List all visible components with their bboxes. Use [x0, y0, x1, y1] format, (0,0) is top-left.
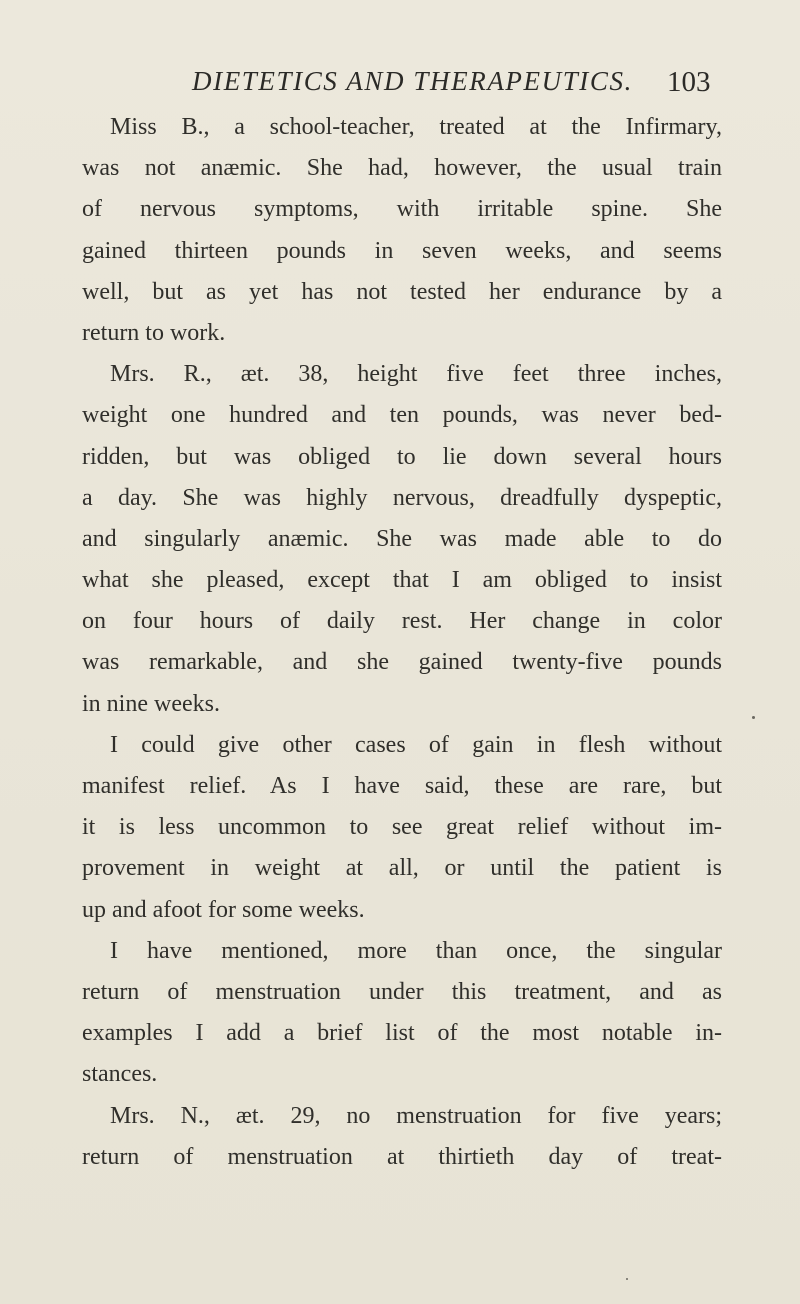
- text-line: was remarkable, and she gained twenty-five pounds: [82, 649, 722, 676]
- text-line: and singularly anæmic. She was made able to do: [82, 525, 722, 552]
- page-number: 103: [667, 66, 711, 98]
- text-line: ridden, but was obliged to lie down several hours: [82, 443, 722, 470]
- body-text: [82, 107, 722, 1178]
- text-line: well, but as yet has not tested her endurance by a: [82, 278, 722, 305]
- text-line: I could give other cases of gain in flesh without: [110, 731, 722, 758]
- text-line: stances.: [82, 1061, 158, 1088]
- text-line: provement in weight at all, or until the patient is: [82, 855, 722, 882]
- text-line: it is less uncommon to see great relief without im-: [82, 814, 722, 841]
- ink-speck: [752, 716, 755, 719]
- text-line: on four hours of daily rest. Her change in color: [82, 608, 722, 635]
- ink-speck: [626, 1278, 628, 1280]
- text-line: gained thirteen pounds in seven weeks, and seems: [82, 237, 722, 264]
- text-line: return to work.: [82, 319, 226, 346]
- text-line: examples I add a brief list of the most notable in-: [82, 1020, 722, 1047]
- text-line: I have mentioned, more than once, the singular: [110, 937, 722, 964]
- text-line: Mrs. R., æt. 38, height five feet three inches,: [110, 361, 722, 388]
- text-line: a day. She was highly nervous, dreadfully dyspeptic,: [82, 484, 722, 511]
- text-line: Mrs. N., æt. 29, no menstruation for five years;: [110, 1102, 722, 1129]
- text-line: return of menstruation at thirtieth day of treat-: [82, 1143, 722, 1170]
- text-line: manifest relief. As I have said, these are rare, but: [82, 773, 722, 799]
- text-line: return of menstruation under this treatment, and as: [82, 978, 722, 1005]
- running-head: [0, 66, 800, 106]
- text-line: weight one hundred and ten pounds, was never bed-: [82, 402, 722, 429]
- text-line: what she pleased, except that I am obliged to insist: [82, 567, 722, 594]
- running-title: DIETETICS AND THERAPEUTICS.: [192, 66, 633, 96]
- text-line: up and afoot for some weeks.: [82, 896, 365, 923]
- text-line: in nine weeks.: [82, 690, 220, 717]
- text-line: was not anæmic. She had, however, the usual train: [82, 155, 722, 182]
- text-line: Miss B., a school-teacher, treated at the Infirmary,: [110, 114, 722, 140]
- text-line: of nervous symptoms, with irritable spine. She: [82, 196, 722, 223]
